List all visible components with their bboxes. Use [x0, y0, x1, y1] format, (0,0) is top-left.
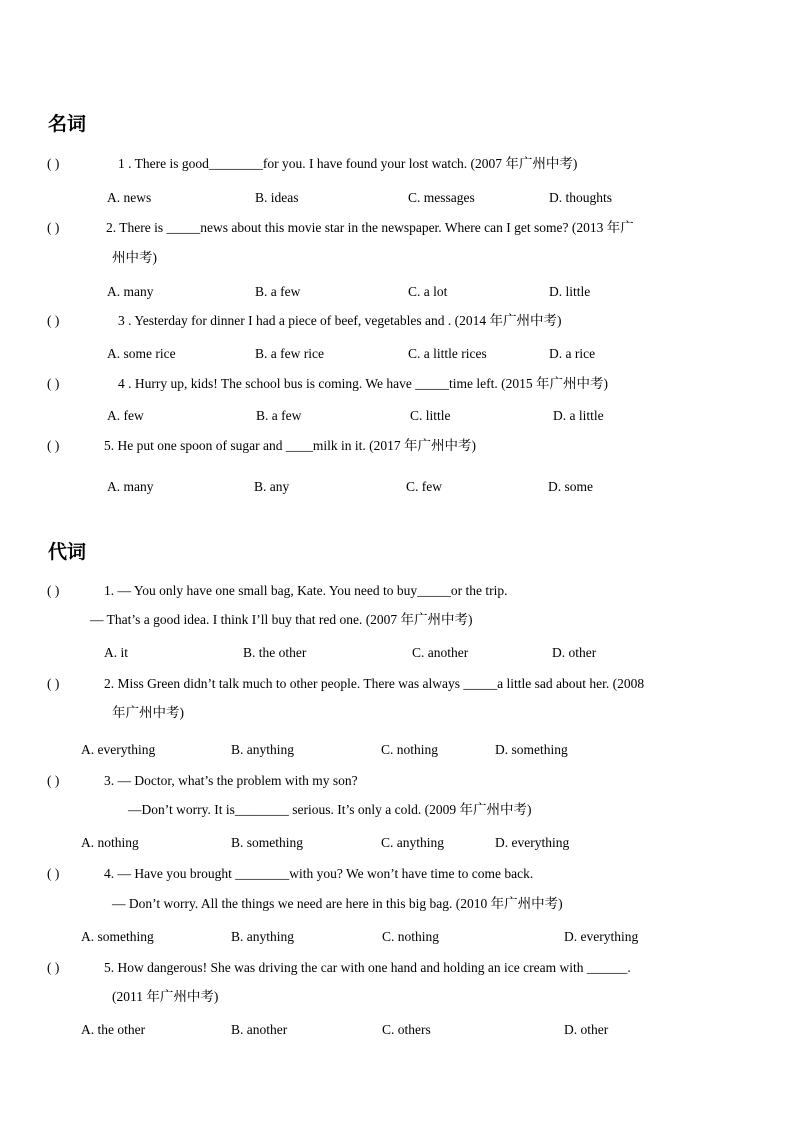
answer-blank[interactable]: ( ): [47, 313, 60, 328]
option-a: A. news: [107, 190, 152, 205]
question-text: 2. Miss Green didn’t talk much to other people. There was always _____a little sad about her. (2008: [104, 676, 645, 691]
option-d: D. a little: [553, 408, 604, 423]
answer-blank[interactable]: ( ): [47, 773, 60, 788]
option-c: C. little: [410, 408, 451, 423]
option-c: C. nothing: [381, 742, 439, 757]
option-b: B. another: [231, 1022, 288, 1037]
option-c: C. nothing: [382, 929, 440, 944]
question-text-cont: 州中考): [112, 250, 157, 265]
option-c: C. a little rices: [408, 346, 487, 361]
option-a: A. some rice: [107, 346, 176, 361]
option-b: B. ideas: [255, 190, 299, 205]
question-text-cont: — Don’t worry. All the things we need are here in this big bag. (2010 年广州中考): [112, 896, 563, 911]
option-d: D. everything: [564, 929, 639, 944]
answer-blank[interactable]: ( ): [47, 676, 60, 691]
answer-blank[interactable]: ( ): [47, 960, 60, 975]
option-a: A. something: [81, 929, 154, 944]
question-text: 2. There is _____news about this movie star in the newspaper. Where can I get some? (2013 年广: [106, 220, 634, 235]
answer-blank[interactable]: ( ): [47, 156, 60, 171]
question-text: 5. He put one spoon of sugar and ____milk in it. (2017 年广州中考): [104, 438, 476, 453]
option-b: B. the other: [243, 645, 307, 660]
option-b: B. a few rice: [255, 346, 324, 361]
option-d: D. some: [548, 479, 593, 494]
answer-blank[interactable]: ( ): [47, 866, 60, 881]
question-text: 3 . Yesterday for dinner I had a piece of beef, vegetables and . (2014 年广州中考): [118, 313, 562, 328]
option-a: A. few: [107, 408, 144, 423]
option-a: A. many: [107, 284, 154, 299]
question-text: 4. — Have you brought ________with you? We won’t have time to come back.: [104, 866, 534, 881]
question-text: 1. — You only have one small bag, Kate. You need to buy_____or the trip.: [104, 583, 508, 598]
option-d: D. something: [495, 742, 568, 757]
option-a: A. everything: [81, 742, 156, 757]
option-c: C. few: [406, 479, 442, 494]
option-d: D. other: [552, 645, 597, 660]
option-d: D. little: [549, 284, 591, 299]
question-text-cont: —Don’t worry. It is________ serious. It’s only a cold. (2009 年广州中考): [128, 802, 532, 817]
section-heading-nouns: 名词: [48, 113, 87, 135]
option-d: D. everything: [495, 835, 570, 850]
option-c: C. anything: [381, 835, 444, 850]
answer-blank[interactable]: ( ): [47, 376, 60, 391]
option-b: B. any: [254, 479, 290, 494]
option-c: C. a lot: [408, 284, 448, 299]
question-text: 4 . Hurry up, kids! The school bus is coming. We have _____time left. (2015 年广州中考): [118, 376, 608, 391]
option-b: B. anything: [231, 742, 294, 757]
option-a: A. nothing: [81, 835, 139, 850]
option-b: B. something: [231, 835, 304, 850]
question-text-cont: (2011 年广州中考): [112, 989, 219, 1004]
option-a: A. the other: [81, 1022, 146, 1037]
option-c: C. others: [382, 1022, 431, 1037]
question-text: 3. — Doctor, what’s the problem with my son?: [104, 773, 358, 788]
question-text-cont: 年广州中考): [112, 705, 184, 720]
answer-blank[interactable]: ( ): [47, 220, 60, 235]
option-d: D. thoughts: [549, 190, 613, 205]
option-c: C. another: [412, 645, 469, 660]
option-b: B. a few: [255, 284, 301, 299]
question-text: 5. How dangerous! She was driving the car with one hand and holding an ice cream with ______.: [104, 960, 631, 975]
question-text-cont: — That’s a good idea. I think I’ll buy that red one. (2007 年广州中考): [90, 612, 473, 627]
option-d: D. other: [564, 1022, 609, 1037]
option-b: B. anything: [231, 929, 294, 944]
option-b: B. a few: [256, 408, 302, 423]
answer-blank[interactable]: ( ): [47, 583, 60, 598]
option-c: C. messages: [408, 190, 475, 205]
section-heading-pronouns: 代词: [48, 541, 87, 563]
option-a: A. it: [104, 645, 129, 660]
option-a: A. many: [107, 479, 154, 494]
option-d: D. a rice: [549, 346, 596, 361]
answer-blank[interactable]: ( ): [47, 438, 60, 453]
question-text: 1 . There is good________for you. I have found your lost watch. (2007 年广州中考): [118, 156, 578, 171]
